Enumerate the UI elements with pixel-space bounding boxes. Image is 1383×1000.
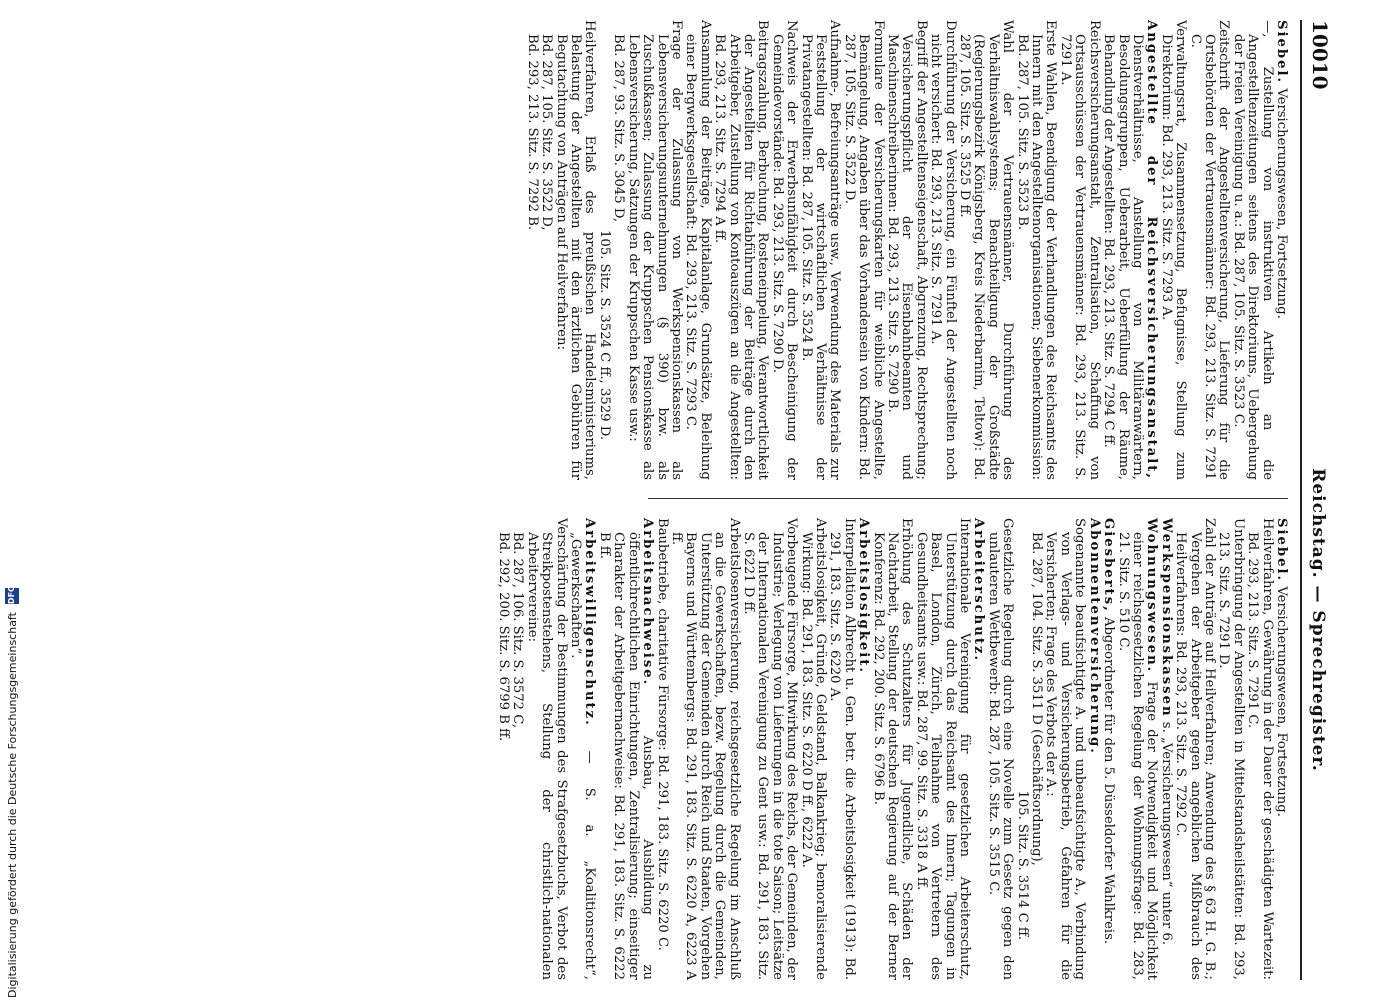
register-entry — [625, 20, 683, 480]
credit-text: Digitalisierung gefördert durch die Deutsche Forschungsgemeinschaft — [5, 612, 19, 998]
register-entry — [913, 518, 971, 980]
register-entry — [1115, 518, 1158, 980]
register-entry — [496, 518, 510, 980]
entry-text: 105. Sitz. S. 3524 C ff., 3529 D. — [596, 230, 612, 440]
register-entry — [1274, 518, 1288, 980]
register-entry — [1029, 518, 1043, 980]
entry-text: Internationale Vereinigung für gesetzlichen Arbeiterschutz, Unterstützung durch das Reichsamt des Innern; Tagungen in Basel, London, Zürich, Teilnahme von Vertretern des Gesundheitsamts usw.: Bd. 287, 99. Sitz. S. 3318 A ff. — [913, 518, 973, 980]
register-entry — [1101, 20, 1159, 480]
entry-text: s. „Versicherungswesen“ unter 6. — [1158, 721, 1174, 945]
register-entry — [1187, 20, 1230, 480]
entry-text: 105. Sitz. S. 3514 C ff. — [1014, 790, 1030, 940]
entry-text: Arbeitslosenversicherung, reichsgesetzliche Regelung im Anschluß an die Gewerkschaften, bezw. Regelung durch die Gemeinden, Unterstützung der Gemeinden durch Reich und Staaten, Vorgehen Bayerns und Württembergs: Bd. 291, 183. Sitz. S. 6220 A, 6223 A ff. — [668, 518, 742, 980]
entry-heading: Siebel. — [1274, 518, 1289, 583]
entry-text: Wahl der Vertrauensmänner, Durchführung des Verhältniswahlsystems; Benachteiligung der Großstädte (Regierungsbezirk Königsberg, Kreis Niederbarnim, Teltow): Bd. 287, 105. Sitz. S. 3525 D ff. — [957, 20, 1016, 480]
register-entry — [669, 518, 741, 980]
entry-text: Unterbringung der Angestellten in Mittelstandsheilstätten: Bd. 293, 213. Sitz. S. 7291 D. — [1216, 518, 1246, 980]
entry-heading: Werkspensionskassen — [1158, 518, 1174, 718]
register-entry — [1216, 518, 1245, 980]
entry-text: Beitragszahlung, Berbuchung, Rosteneinpelung, Verantwortlichkeit der Angestellten für Richtabführung der Beiträge durch den Arbeitgeber, Zustellung von Kontoauszügen an die Angestellten: Bd. 293, 213. Sitz. S. 7294 A ff. — [712, 20, 771, 480]
entry-text: Zahl der Anträge auf Heilverfahren; Anwendung des § 63 H. G. B.; Vergehen der Arbeitgeber gegen angeblichen Mißbrauch des Heilverfahrens: Bd. 293, 213. Sitz. S. 7292 C. — [1173, 518, 1217, 980]
dfg-logo: DFG — [5, 588, 19, 604]
column-divider — [648, 498, 1288, 499]
entry-text: Bd. 287, 93. Sitz. S. 3045 D, — [611, 34, 627, 223]
register-entry — [841, 20, 884, 480]
register-entry — [683, 20, 712, 480]
register-entry — [1173, 518, 1216, 980]
entry-text: Formulare der Versicherungskarten für weibliche Angestellte, Bemängelung, Angaben über das Vorhandensein von Kindern: Bd. 287, 105. Sitz. S. 3522 D. — [841, 20, 886, 480]
entry-text: Bd. 292, 200. Sitz. S. 6799 B ff. — [496, 532, 512, 742]
register-entry — [1086, 518, 1100, 980]
register-entry — [597, 518, 655, 980]
running-title: Reichstag. — Sprechregister. — [1308, 468, 1328, 772]
digitization-credit — [2, 8, 22, 998]
register-entry — [741, 518, 799, 980]
entry-text: Verschärfung der Bestimmungen des Strafgesetzbuchs, Verbot des Streikpostenstehens, Stellung der christlich-nationalen Arbeitervereine: — [524, 518, 569, 980]
entry-text: Verwaltungsrat, Zusammensetzung, Befugnisse, Stellung zum Direktorium: Bd. 293, 213. Sitz. S. 7293 A. — [1158, 20, 1189, 480]
entry-text: Baubetriebe, charitative Fürsorge: Bd. 291, 183. Sitz. S. 6220 C. — [654, 518, 670, 951]
register-entry — [568, 518, 597, 980]
register-entry — [1274, 20, 1288, 480]
register-entry — [885, 20, 928, 480]
entry-heading: Giesberts, — [1101, 518, 1117, 613]
register-entry — [971, 518, 985, 980]
entry-text: Dienstverhältnisse, Anstellung von Militäranwärtern, Besoldungsgruppen, Ueberarbeit, Ueberfüllung der Räume, Behandlung der Angestellten: Bd. 293, 213. Sitz. S. 7294 C ff. — [1101, 34, 1145, 480]
register-entry — [654, 518, 668, 980]
register-entry — [1101, 518, 1115, 980]
entry-heading: Arbeitsnachweise. — [640, 518, 656, 687]
entry-text: Durchführung der Versicherung, ein Fünftel der Angestellten noch nicht versichert: Bd. 293, 213. Sitz. S. 7291 A. — [928, 20, 958, 480]
register-entry — [870, 518, 913, 980]
entry-text: Erhöhung des Schutzalters für Jugendliche, Schäden der Nachtarbeit, Stellung der deutschen Regierung auf der Berner Konferenz: Bd. 292, 200. Sitz. S. 6796 B. — [870, 518, 915, 980]
register-entry — [928, 20, 957, 480]
entry-heading: Siebel. — [1274, 20, 1289, 85]
entry-text: Versicherungswesen, Fortsetzung. — [1274, 586, 1289, 817]
entry-heading: Arbeitslosigkeit. — [856, 518, 872, 674]
register-entry — [539, 20, 553, 480]
register-entry — [524, 20, 538, 480]
register-entry — [1230, 20, 1273, 480]
entry-text: Ansammlung der Beiträge, Kapitalanlage, Grundsätze, Beleihung einer Bergwerksgesellschaft: Bd. 293, 213. Sitz. S. 7293 C. — [683, 20, 713, 480]
page-header — [1300, 20, 1332, 980]
entry-text: Reichsversicherungsanstalt, Zentralisation, Schaffung von Ortsausschüssen der Vertrauensmänner: Bd. 293, 213. Sitz. S. 7291 A. — [1057, 20, 1102, 480]
register-entry — [611, 20, 625, 480]
entry-text: Interpellation Albrecht u. Gen. betr. die Arbeitslosigkeit (1913): Bd. 291, 183. Sitz. S. 6220 A. — [827, 518, 857, 980]
entry-text: —, Zustellung von instruktiven Artikeln an die Angestelltenzeitungen seitens des Direktoriums, Uebergehung der Freien Vereinigung u. a.: Bd. 287, 105. Sitz. S. 3523 C. — [1230, 20, 1275, 480]
entry-text: Begriff der Angestelltenseigenschaft, Abgrenzung, Rechtsprechung; Versicherungspflicht der Eisenbahnbeamten und Maschinenschreiberinnen: Bd. 293, 213. Sitz. S. 7290 B. — [885, 20, 929, 480]
left-column — [524, 20, 1288, 480]
register-entry — [985, 518, 1014, 980]
register-entry — [1158, 20, 1187, 480]
entry-text: Zeitschrift der Angestelltenversicherung, Lieferung für die Ortsbehörden der Vertrauensmänner: Bd. 293, 213. Sitz. S. 7291 C. — [1187, 20, 1232, 480]
entry-heading: Angestellte der Reichsversicherungsanstalt, — [1144, 20, 1160, 480]
entry-text: Nachweis der Erwerbsunfähigkeit durch Bescheinigung der Gemeindevorstände: Bd. 293, 213. Sitz. S. 7290 D. — [769, 20, 800, 480]
entry-text: Ausbau, Ausbildung zu öffentlichrechtlichen Einrichtungen, Zentralisierung; einseitiger Charakter der Arbeitgebernachweise: Bd. 291, 183. Sitz. S. 6222 B ff. — [596, 532, 656, 980]
entry-heading: Wohnungswesen. — [1144, 518, 1160, 674]
register-entry — [553, 20, 596, 480]
entry-text: Vorbeugende Fürsorge, Mitwirkung des Reichs, der Gemeinden, der Industrie; Verlegung von Lieferungen in die tote Saison; Leitsätze der Internationalen Vereinigung zu Gent usw.: Bd. 291, 183. Sitz. S. 6221 D ff. — [740, 518, 800, 980]
register-entry — [798, 20, 841, 480]
entry-text: Bd. 287, 105. Sitz. S. 3522 D, — [539, 34, 555, 231]
register-entry — [769, 20, 798, 480]
entry-text: Gesetzliche Regelung durch eine Novelle zum Gesetz gegen den unlauteren Wettbewerb: Bd. 287, 105. Sitz. S. 3515 C. — [985, 518, 1016, 980]
entry-text: Bd. 287, 106. Sitz. S. 3572 C, — [510, 532, 526, 729]
entry-text: Versicherungswesen, Fortsetzung. — [1274, 88, 1289, 319]
register-entry — [524, 518, 567, 980]
register-entry — [712, 20, 770, 480]
entry-text: Frage der Zulassung von Werkspensionskassen als Lebensversicherungsunternehmungen (§ 390) bzw. als Zuschußkassen; Zulassung der Kruppschen Pensionskasse als Lebensversicherung, Satzungen der Kruppschen Kasse usw.: — [625, 20, 684, 480]
register-entry — [798, 518, 827, 980]
entry-text: Abgeordneter für den 5. Düsseldorfer Wahlkreis. — [1101, 616, 1117, 945]
entry-text: Heilverfahren, Gewährung in der Dauer der geschädigten Wartezeit: Bd. 293, 213. Sitz. S. 7291 C. — [1245, 518, 1275, 980]
register-entry — [1058, 20, 1101, 480]
register-entry — [957, 20, 1015, 480]
entry-text: Bd. 287, 104. Sitz. S. 3511 D (Geschäftsordnung), — [1029, 532, 1045, 866]
entry-heading: Abonnentenversicherung. — [1086, 518, 1102, 755]
register-entry — [856, 518, 870, 980]
entry-text: Heilverfahren, Erlaß des preußischen Handelsministeriums, Belastung der Angestellten mit den ärztlichen Gebühren für Begutachtung von Anträgen auf Heilverfahren: — [553, 20, 598, 480]
register-entry — [827, 518, 856, 980]
entry-text: Bd. 293, 213. Sitz. S. 7292 B. — [524, 34, 540, 231]
register-entry — [1158, 518, 1172, 980]
page-number: 10010 — [1308, 20, 1332, 90]
register-entry — [1014, 518, 1028, 980]
right-column — [496, 518, 1288, 980]
entry-text: Aufnahme-, Befreiungsanträge usw., Verwendung des Materials zur Feststellung der wirtschaftlichen Verhältnisse der Privatangestellten: Bd. 287, 105. Sitz. S. 3524 B. — [798, 20, 843, 480]
entry-heading: Arbeitswilligenschutz. — [582, 518, 598, 727]
register-entry — [1014, 20, 1057, 480]
register-entry — [1043, 518, 1086, 980]
entry-text: Frage der Notwendigkeit und Möglichkeit einer reichsgesetzlichen Regelung der Wohnungsfrage: Bd. 283, 21. Sitz. S. 510 C. — [1115, 532, 1160, 980]
register-entry — [597, 20, 611, 480]
entry-text: Arbeitslosigkeit, Gründe, Geldstand, Balkankrieg; bemoralisierende Wirkung: Bd. 291, 183. Sitz. S. 6220 D ff., 6222 A. — [798, 518, 828, 980]
entry-text: — S. a. „Koalitionsrecht“, „Gewerkschaften“. — [568, 532, 598, 980]
register-entry — [1245, 518, 1274, 980]
entry-text: Sogenannte beaufsichtigte A. und unbeaufsichtigte A., Verbindung von Verlags- und Versicherungsbetrieb, Gefahren für die Versicherten; Frage des Verbots der A.: — [1043, 518, 1088, 980]
entry-heading: Arbeiterschutz. — [971, 518, 987, 663]
entry-text: Erste Wahlen, Beendigung der Verhandlungen des Reichsamts des Innern mit den Angestelltenorganisationen; Siebenerkommission: Bd. 287, 105. Sitz. S. 3523 B. — [1014, 20, 1059, 480]
register-entry — [510, 518, 524, 980]
